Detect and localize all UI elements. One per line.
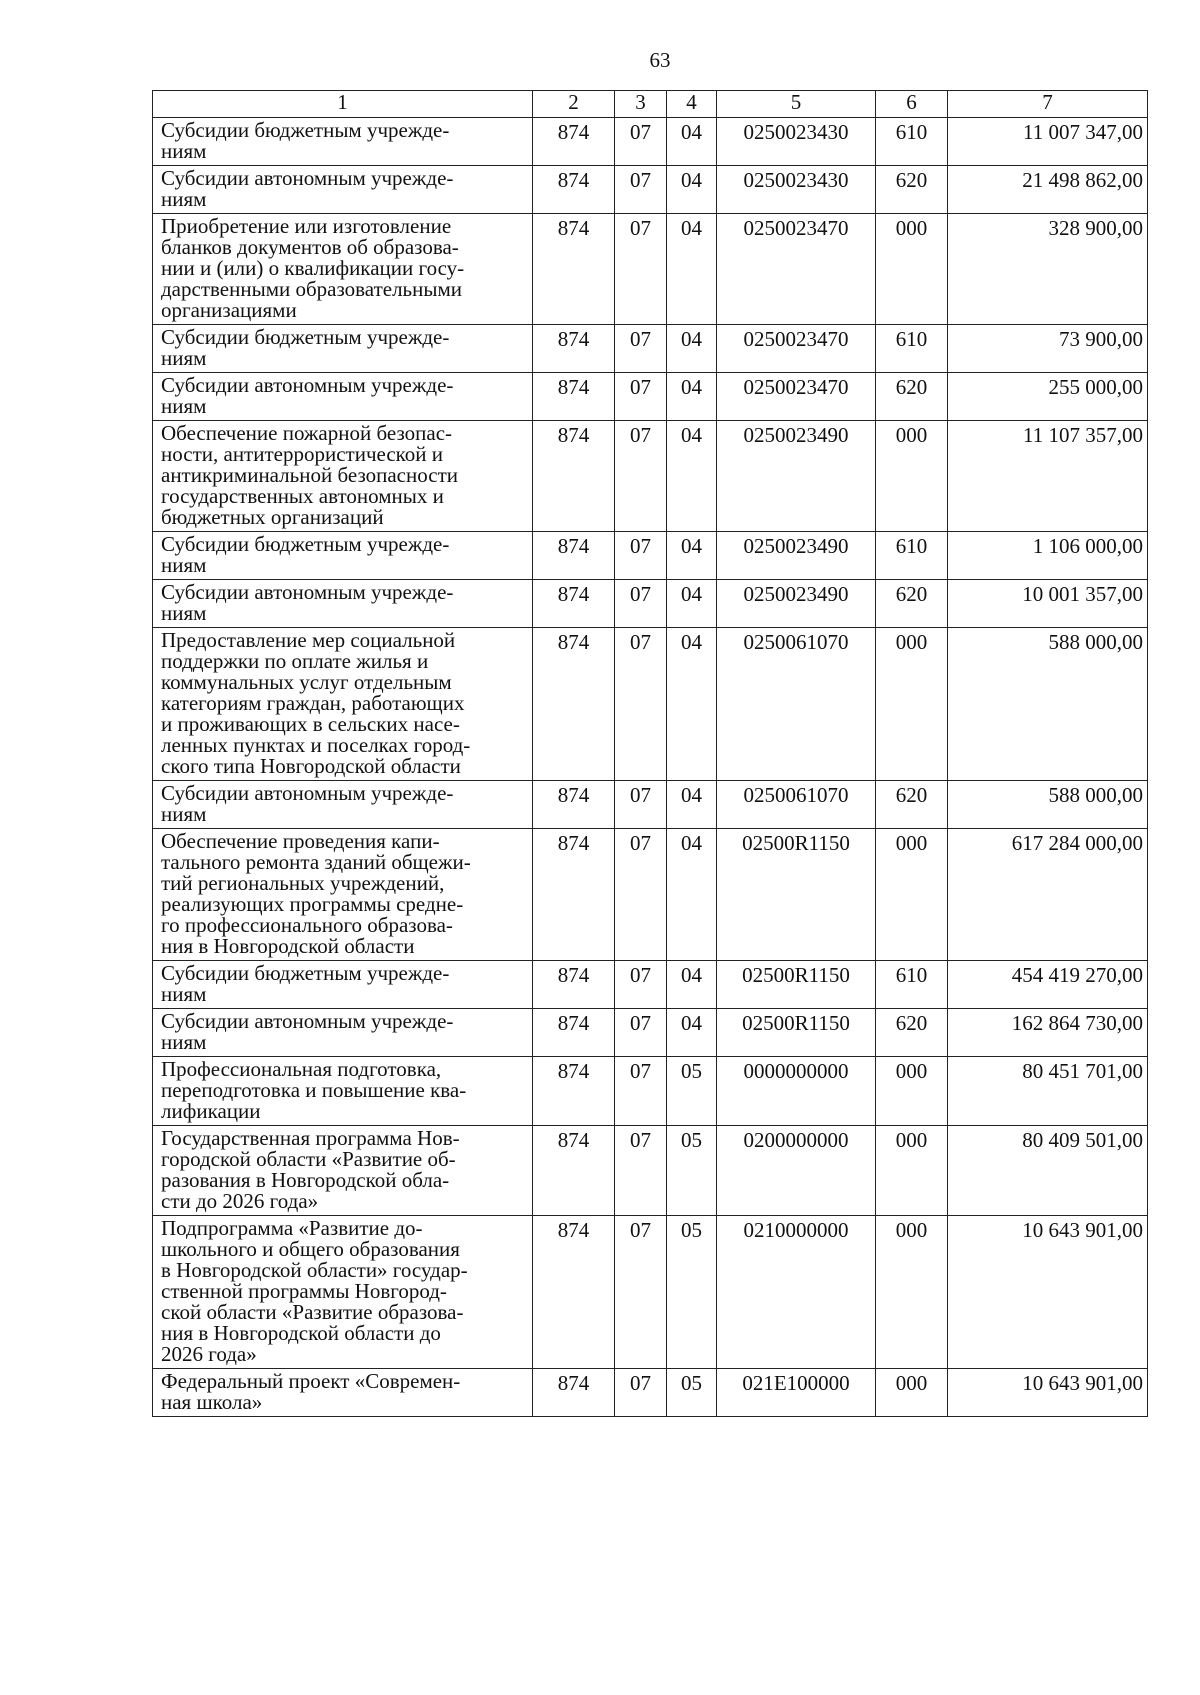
amount-cell: 255 000,00	[948, 373, 1148, 421]
row-name-cell: Государственная программа Нов- городской области «Развитие об- разования в Новгородской обла- сти до 2026 года»	[153, 1126, 533, 1216]
subsection-code-cell: 04	[667, 421, 717, 532]
target-article-cell: 0250061070	[717, 628, 876, 781]
target-article-cell: 0250023490	[717, 532, 876, 580]
table-row	[153, 961, 1148, 1009]
subsection-code-cell: 04	[667, 373, 717, 421]
amount-cell: 588 000,00	[948, 781, 1148, 829]
target-article-cell: 0250023430	[717, 118, 876, 166]
section-code-cell: 07	[615, 421, 667, 532]
target-article-cell: 0250023470	[717, 373, 876, 421]
row-name-cell: Субсидии бюджетным учрежде- ниям	[153, 961, 533, 1009]
page-number: 63	[649, 48, 671, 72]
amount-cell: 11 107 357,00	[948, 421, 1148, 532]
subsection-code-cell: 04	[667, 532, 717, 580]
table-row	[153, 421, 1148, 532]
section-code-cell: 07	[615, 166, 667, 214]
subsection-code-cell: 05	[667, 1057, 717, 1126]
subsection-code-cell: 04	[667, 118, 717, 166]
expense-type-cell: 000	[876, 421, 948, 532]
expense-type-cell: 000	[876, 214, 948, 325]
expense-type-cell: 620	[876, 1009, 948, 1057]
subsection-code-cell: 04	[667, 325, 717, 373]
target-article-cell: 021E100000	[717, 1369, 876, 1417]
table-row	[153, 118, 1148, 166]
expense-type-cell: 000	[876, 829, 948, 961]
amount-cell: 10 001 357,00	[948, 580, 1148, 628]
row-name-cell: Субсидии автономным учрежде- ниям	[153, 373, 533, 421]
target-article-cell: 02500R1150	[717, 829, 876, 961]
header-cell: 1	[153, 91, 533, 118]
table-header-row	[153, 91, 1148, 118]
ved-code-cell: 874	[533, 1216, 615, 1369]
subsection-code-cell: 05	[667, 1216, 717, 1369]
table-row	[153, 373, 1148, 421]
ved-code-cell: 874	[533, 118, 615, 166]
amount-cell: 73 900,00	[948, 325, 1148, 373]
expense-type-cell: 610	[876, 961, 948, 1009]
target-article-cell: 0000000000	[717, 1057, 876, 1126]
ved-code-cell: 874	[533, 421, 615, 532]
expense-type-cell: 000	[876, 1369, 948, 1417]
section-code-cell: 07	[615, 532, 667, 580]
row-name-cell: Субсидии автономным учрежде- ниям	[153, 166, 533, 214]
subsection-code-cell: 04	[667, 628, 717, 781]
row-name-cell: Приобретение или изготовление бланков документов об образова- нии и (или) о квалификации госу- дарственными образовательными организациями	[153, 214, 533, 325]
ved-code-cell: 874	[533, 580, 615, 628]
expense-type-cell: 000	[876, 1216, 948, 1369]
row-name-cell: Обеспечение пожарной безопас- ности, антитеррористической и антикриминальной безопасности государственных автономных и бюджетных организаций	[153, 421, 533, 532]
section-code-cell: 07	[615, 1126, 667, 1216]
subsection-code-cell: 04	[667, 781, 717, 829]
header-cell: 2	[533, 91, 615, 118]
section-code-cell: 07	[615, 325, 667, 373]
subsection-code-cell: 04	[667, 166, 717, 214]
section-code-cell: 07	[615, 1057, 667, 1126]
amount-cell: 21 498 862,00	[948, 166, 1148, 214]
subsection-code-cell: 05	[667, 1369, 717, 1417]
subsection-code-cell: 04	[667, 1009, 717, 1057]
table-row	[153, 532, 1148, 580]
target-article-cell: 02500R1150	[717, 1009, 876, 1057]
amount-cell: 10 643 901,00	[948, 1369, 1148, 1417]
ved-code-cell: 874	[533, 1126, 615, 1216]
row-name-cell: Подпрограмма «Развитие до- школьного и общего образования в Новгородской области» государ- ственной программы Новгород- ской области «Развитие образова- ния в Новгородской области до 2026 года»	[153, 1216, 533, 1369]
ved-code-cell: 874	[533, 961, 615, 1009]
amount-cell: 10 643 901,00	[948, 1216, 1148, 1369]
row-name-cell: Субсидии бюджетным учрежде- ниям	[153, 118, 533, 166]
target-article-cell: 0250023470	[717, 214, 876, 325]
ved-code-cell: 874	[533, 166, 615, 214]
expense-type-cell: 620	[876, 373, 948, 421]
header-cell: 7	[948, 91, 1148, 118]
table-row	[153, 166, 1148, 214]
amount-cell: 11 007 347,00	[948, 118, 1148, 166]
target-article-cell: 0250023470	[717, 325, 876, 373]
ved-code-cell: 874	[533, 373, 615, 421]
row-name-cell: Федеральный проект «Современ- ная школа»	[153, 1369, 533, 1417]
header-cell: 5	[717, 91, 876, 118]
header-cell: 4	[667, 91, 717, 118]
section-code-cell: 07	[615, 373, 667, 421]
subsection-code-cell: 04	[667, 214, 717, 325]
amount-cell: 617 284 000,00	[948, 829, 1148, 961]
target-article-cell: 0200000000	[717, 1126, 876, 1216]
budget-table	[152, 90, 1148, 1417]
expense-type-cell: 610	[876, 118, 948, 166]
expense-type-cell: 000	[876, 1126, 948, 1216]
row-name-cell: Профессиональная подготовка, переподготовка и повышение ква- лификации	[153, 1057, 533, 1126]
ved-code-cell: 874	[533, 628, 615, 781]
amount-cell: 80 451 701,00	[948, 1057, 1148, 1126]
table-row	[153, 1126, 1148, 1216]
target-article-cell: 0250023490	[717, 580, 876, 628]
amount-cell: 588 000,00	[948, 628, 1148, 781]
section-code-cell: 07	[615, 580, 667, 628]
table-row	[153, 781, 1148, 829]
section-code-cell: 07	[615, 1009, 667, 1057]
table-row	[153, 1216, 1148, 1369]
table-row	[153, 1057, 1148, 1126]
expense-type-cell: 620	[876, 781, 948, 829]
section-code-cell: 07	[615, 214, 667, 325]
ved-code-cell: 874	[533, 781, 615, 829]
row-name-cell: Субсидии автономным учрежде- ниям	[153, 1009, 533, 1057]
expense-type-cell: 610	[876, 325, 948, 373]
subsection-code-cell: 04	[667, 580, 717, 628]
row-name-cell: Предоставление мер социальной поддержки по оплате жилья и коммунальных услуг отдельным категориям граждан, работающих и проживающих в сельских насе- ленных пунктах и поселках город- ского типа Новгородской области	[153, 628, 533, 781]
row-name-cell: Субсидии автономным учрежде- ниям	[153, 781, 533, 829]
section-code-cell: 07	[615, 1369, 667, 1417]
header-cell: 6	[876, 91, 948, 118]
subsection-code-cell: 05	[667, 1126, 717, 1216]
ved-code-cell: 874	[533, 214, 615, 325]
expense-type-cell: 000	[876, 628, 948, 781]
amount-cell: 1 106 000,00	[948, 532, 1148, 580]
row-name-cell: Субсидии автономным учрежде- ниям	[153, 580, 533, 628]
target-article-cell: 0250023490	[717, 421, 876, 532]
expense-type-cell: 610	[876, 532, 948, 580]
subsection-code-cell: 04	[667, 829, 717, 961]
target-article-cell: 0250061070	[717, 781, 876, 829]
amount-cell: 454 419 270,00	[948, 961, 1148, 1009]
header-cell: 3	[615, 91, 667, 118]
section-code-cell: 07	[615, 628, 667, 781]
table-row	[153, 1009, 1148, 1057]
ved-code-cell: 874	[533, 1369, 615, 1417]
ved-code-cell: 874	[533, 1057, 615, 1126]
table-row	[153, 628, 1148, 781]
section-code-cell: 07	[615, 961, 667, 1009]
subsection-code-cell: 04	[667, 961, 717, 1009]
ved-code-cell: 874	[533, 325, 615, 373]
target-article-cell: 02500R1150	[717, 961, 876, 1009]
ved-code-cell: 874	[533, 1009, 615, 1057]
table-row	[153, 829, 1148, 961]
table-row	[153, 214, 1148, 325]
section-code-cell: 07	[615, 1216, 667, 1369]
expense-type-cell: 000	[876, 1057, 948, 1126]
section-code-cell: 07	[615, 118, 667, 166]
target-article-cell: 0250023430	[717, 166, 876, 214]
amount-cell: 328 900,00	[948, 214, 1148, 325]
table-row	[153, 1369, 1148, 1417]
table-row	[153, 580, 1148, 628]
ved-code-cell: 874	[533, 532, 615, 580]
section-code-cell: 07	[615, 781, 667, 829]
expense-type-cell: 620	[876, 580, 948, 628]
row-name-cell: Обеспечение проведения капи- тального ремонта зданий общежи- тий региональных учреждений, реализующих программы средне- го профессионального образова- ния в Новгородской области	[153, 829, 533, 961]
expense-type-cell: 620	[876, 166, 948, 214]
target-article-cell: 0210000000	[717, 1216, 876, 1369]
amount-cell: 80 409 501,00	[948, 1126, 1148, 1216]
row-name-cell: Субсидии бюджетным учрежде- ниям	[153, 325, 533, 373]
ved-code-cell: 874	[533, 829, 615, 961]
table-row	[153, 325, 1148, 373]
amount-cell: 162 864 730,00	[948, 1009, 1148, 1057]
section-code-cell: 07	[615, 829, 667, 961]
row-name-cell: Субсидии бюджетным учрежде- ниям	[153, 532, 533, 580]
